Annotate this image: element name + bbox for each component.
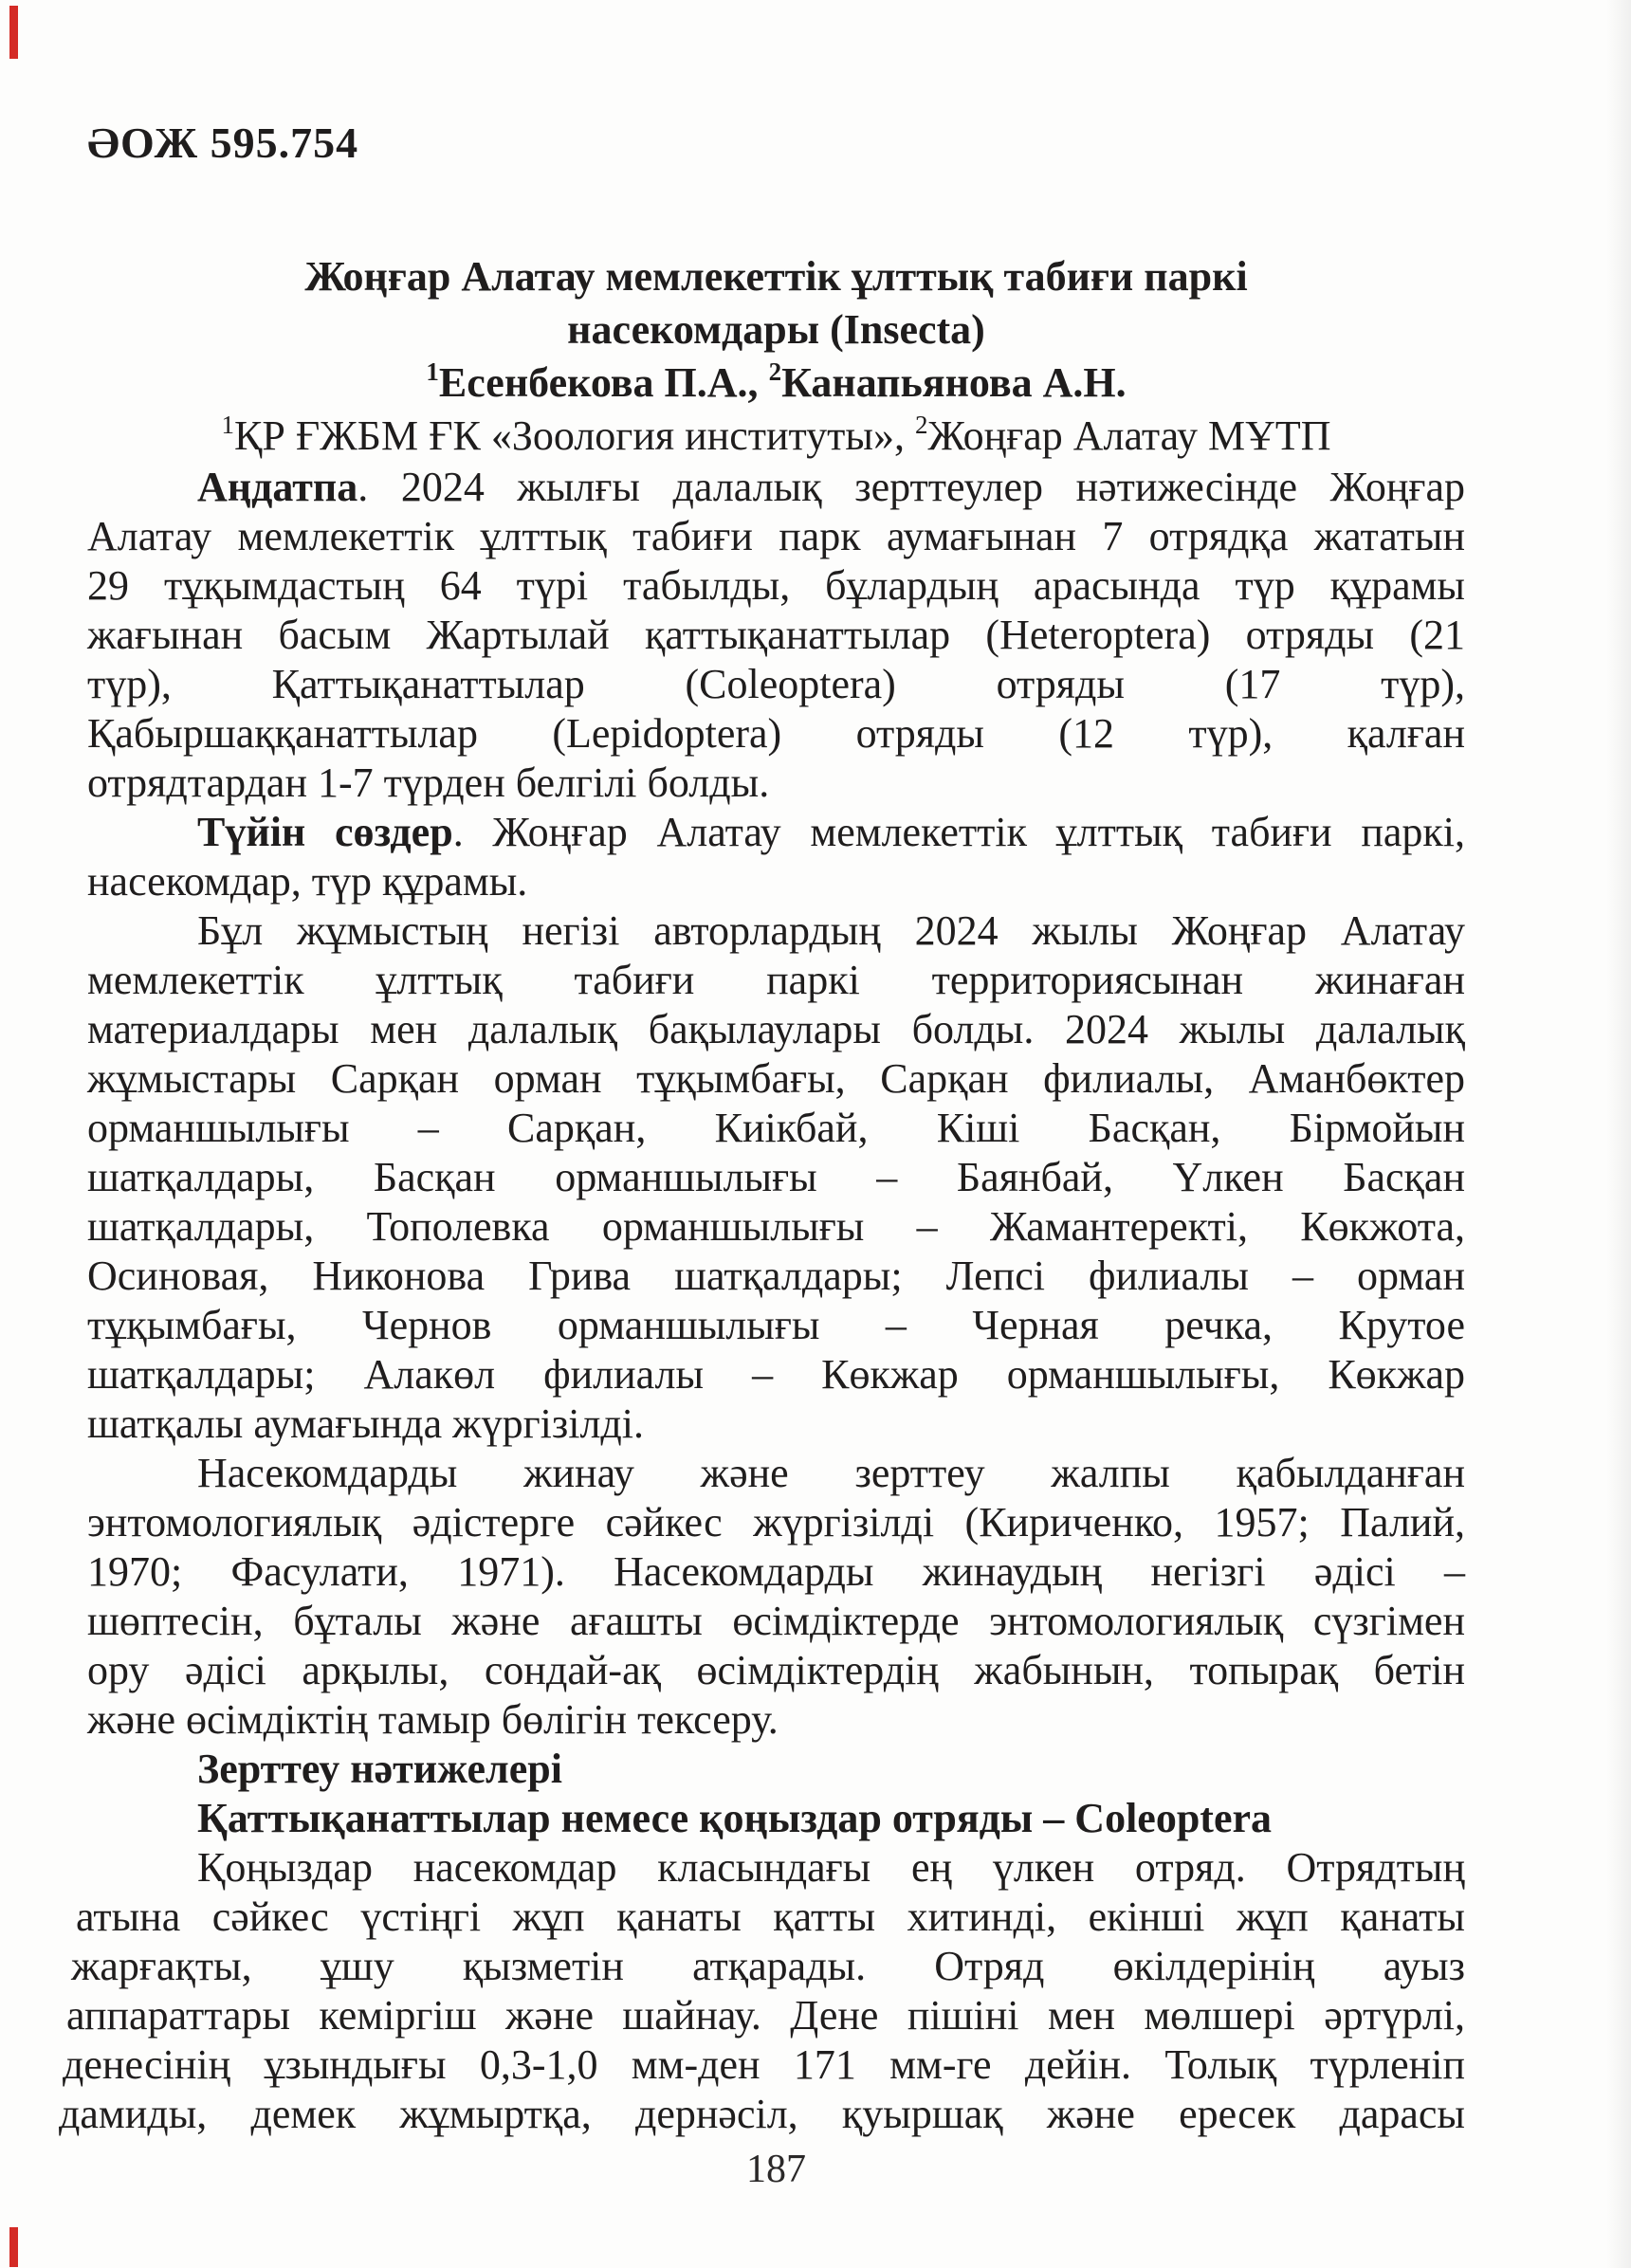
text-line: жарғақты, ұшу қызметін атқарады. Отряд өкілдерінің ауыз <box>71 1943 1465 1989</box>
title-block <box>87 250 1465 463</box>
text-line: 29 тұқымдастың 64 түрі табылды, бұлардың арасында түр құрамы <box>87 562 1465 609</box>
udc-code: ӘОЖ 595.754 <box>87 119 359 167</box>
text-line: шатқалдары; Алакөл филиалы – Көкжар орманшылығы, Көкжар <box>87 1351 1465 1398</box>
text-line: шөптесін, бұталы және ағашты өсімдіктерде энтомологиялық сүзгімен <box>87 1598 1465 1644</box>
text-line: 1970; Фасулати, 1971). Насекомдарды жинаудың негізгі әдісі – <box>87 1548 1465 1595</box>
scan-edge-shade <box>1606 0 1631 2268</box>
author-superscript-2: 2 <box>768 357 782 386</box>
text-line: Қаттықанаттылар немесе қоңыздар отряды – Coleoptera <box>197 1795 1272 1841</box>
text-line: Қабыршаққанаттылар (Lepidoptera) отряды (12 түр), қалған <box>87 710 1465 757</box>
affiliation-1: ҚР ҒЖБМ ҒК «Зоология институты», <box>234 412 915 459</box>
text-line: отрядтардан 1-7 түрден белгілі болды. <box>87 759 770 806</box>
text-line: Қоңыздар насекомдар класындағы ең үлкен отряд. Отрядтың <box>197 1844 1465 1891</box>
affiliation-2: Жоңғар Алатау МҰТП <box>927 412 1331 459</box>
paragraph <box>87 906 1465 1449</box>
affiliation-superscript-2: 2 <box>914 411 928 439</box>
text-line: орманшылығы – Сарқан, Киікбай, Кіші Басқан, Бірмойын <box>87 1105 1465 1151</box>
section-heading <box>87 1745 1465 1794</box>
section-heading <box>87 1794 1465 1843</box>
page-content <box>59 0 1466 2194</box>
text-line: мемлекеттік ұлттық табиғи паркі территориясынан жинаған <box>87 957 1465 1003</box>
page-number: 187 <box>746 2148 806 2191</box>
author-superscript-1: 1 <box>426 357 439 386</box>
paragraph <box>87 463 1465 808</box>
text-line: материалдары мен далалық бақылаулары болды. 2024 жылы далалық <box>87 1006 1465 1052</box>
affiliation-superscript-1: 1 <box>221 411 234 439</box>
text-line: түр), Қаттықанаттылар (Coleoptera) отряды (17 түр), <box>87 661 1465 707</box>
text-line: Алатау мемлекеттік ұлттық табиғи парк аумағынан 7 отрядқа жататын <box>87 513 1465 559</box>
red-scan-mark-bottom <box>9 2227 18 2267</box>
body-text <box>59 463 1466 2139</box>
text-line: энтомологиялық әдістерге сәйкес жүргізілді (Кириченко, 1957; Палий, <box>87 1499 1465 1546</box>
article-title-line-1: Жоңғар Алатау мемлекеттік ұлттық табиғи паркі <box>304 253 1248 300</box>
text-line: Зерттеу нәтижелері <box>197 1746 562 1792</box>
text-line: жұмыстары Сарқан орман тұқымбағы, Сарқан филиалы, Аманбөктер <box>87 1055 1465 1102</box>
text-line: Насекомдарды жинау және зерттеу жалпы қабылданған <box>197 1450 1465 1496</box>
paragraph <box>87 808 1465 906</box>
author-2: Канапьянова А.Н. <box>781 359 1127 406</box>
red-scan-mark-top <box>9 6 18 59</box>
author-1: Есенбекова П.А., <box>438 359 769 406</box>
authors-line <box>87 357 1465 410</box>
scan-fade-overlay <box>0 1930 51 2214</box>
text-line: шатқалы аумағында жүргізілді. <box>87 1400 645 1447</box>
text-line: тұқымбағы, Чернов орманшылығы – Черная речка, Крутое <box>87 1302 1465 1348</box>
text-line: жағынан басым Жартылай қаттықанаттылар (Heteroptera) отряды (21 <box>87 612 1465 658</box>
text-line: шатқалдары, Тополевка орманшылығы – Жамантеректі, Көкжота, <box>87 1203 1465 1250</box>
text-line: ору әдісі арқылы, сондай-ақ өсімдіктердің жабынын, топырақ бетін <box>87 1647 1465 1693</box>
text-line: Бұл жұмыстың негізі авторлардың 2024 жылы Жоңғар Алатау <box>197 907 1465 954</box>
affiliation-line <box>87 410 1465 463</box>
paragraph <box>87 1449 1465 1745</box>
text-line: насекомдар, түр құрамы. <box>87 858 528 905</box>
text-line: Аңдатпа. 2024 жылғы далалық зерттеулер нәтижесінде Жоңғар <box>197 464 1465 510</box>
text-line: дамиды, демек жұмыртқа, дернәсіл, қуыршақ және ересек дарасы <box>59 2091 1465 2137</box>
paragraph <box>59 1843 1465 2139</box>
text-line: аппараттары кеміргіш және шайнау. Дене пішіні мен мөлшері әртүрлі, <box>66 1992 1465 2039</box>
text-line: Түйін сөздер. Жоңғар Алатау мемлекеттік ұлттық табиғи паркі, <box>197 809 1466 855</box>
text-line: және өсімдіктің тамыр бөлігін тексеру. <box>87 1696 779 1743</box>
text-line: шатқалдары, Басқан орманшылығы – Баянбай, Үлкен Басқан <box>87 1154 1465 1200</box>
text-line: атына сәйкес үстіңгі жұп қанаты қатты хитинді, екінші жұп қанаты <box>76 1893 1465 1940</box>
text-line: денесінің ұзындығы 0,3-1,0 мм-ден 171 мм-ге дейін. Толық түрленіп <box>63 2041 1465 2088</box>
text-line: Осиновая, Никонова Грива шатқалдары; Лепсі филиалы – орман <box>87 1253 1465 1299</box>
article-title-line-2: насекомдары (Insecta) <box>567 306 985 353</box>
